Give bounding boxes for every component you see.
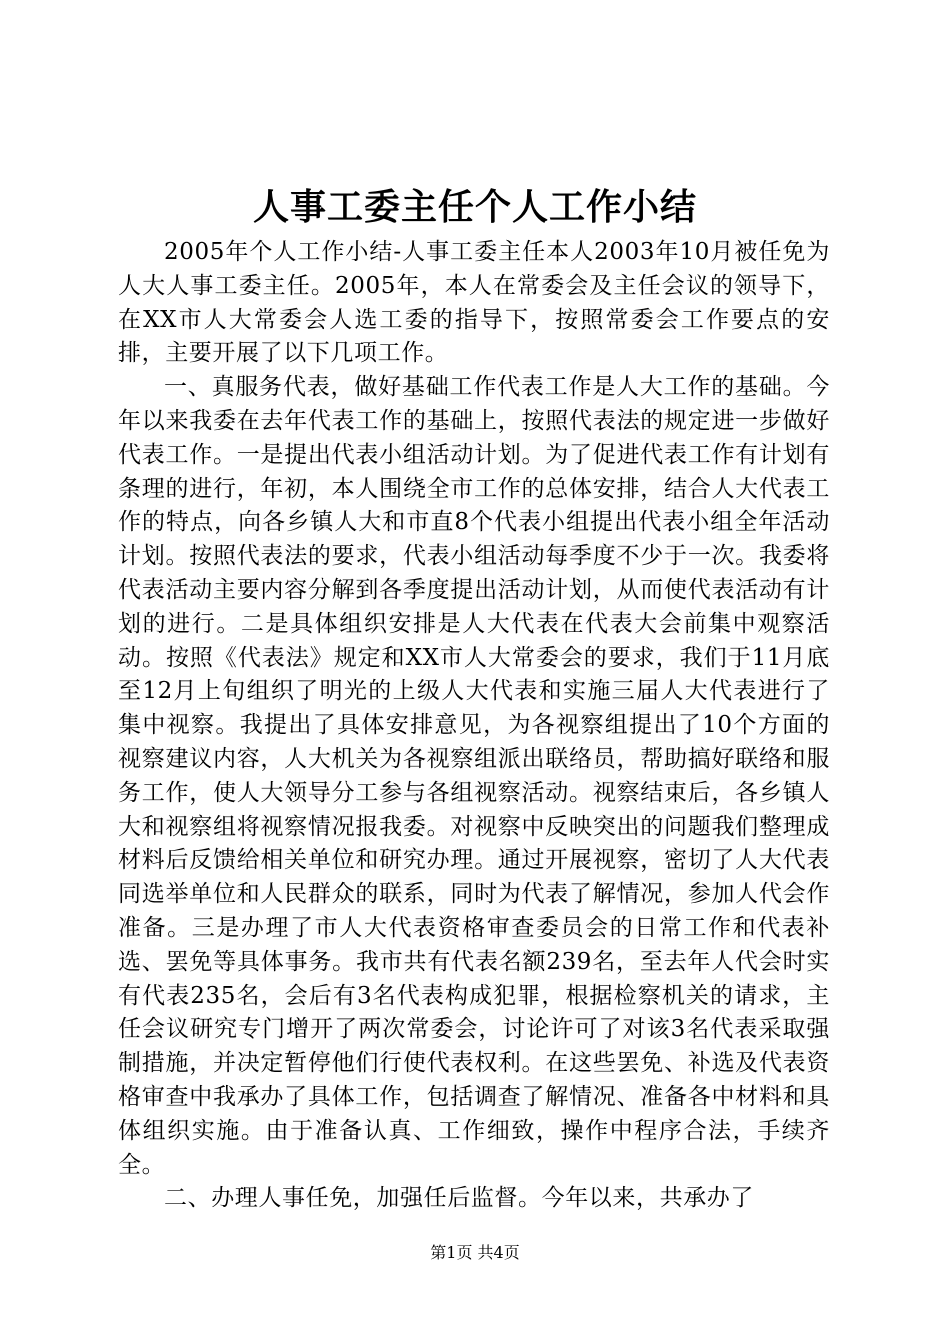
page-footer: [0, 1242, 950, 1264]
document-title: 人事工委主任个人工作小结: [252, 186, 697, 228]
paragraph-section-two: 二、办理人事任免，加强任后监督。今年以来，共承办了: [164, 1185, 754, 1212]
paragraph-section-one: 一、真服务代表，做好基础工作代表工作是人大工作的基础。今年以来我委在去年代表工作的基础上，按照代表法的规定进一步做好代表工作。一是提出代表小组活动计划。为了促进代表工作有计划有条理的进行，年初，本人围绕全市工作的总体安排，结合人大代表工作的特点，向各乡镇人大和市直8个代表小组提出代表小组全年活动计划。按照代表法的要求，代表小组活动每季度不少于一次。我委将代表活动主要内容分解到各季度提出活动计划，从而使代表活动有计划的进行。二是具体组织安排是人大代表在代表大会前集中观察活动。按照《代表法》规定和XX市人大常委会的要求，我们于11月底至12月上旬组织了明光的上级人大代表和实施三届人大代表进行了集中视察。我提出了具体安排意见，为各视察组提出了10个方面的视察建议内容，人大机关为各视察组派出联络员，帮助搞好联络和服务工作，使人大领导分工参与各组视察活动。视察结束后，各乡镇人大和视察组将视察情况报我委。对视察中反映突出的问题我们整理成材料后反馈给相关单位和研究办理。通过开展视察，密切了人大代表同选举单位和人民群众的联系，同时为代表了解情况，参加人代会作准备。三是办理了市人大代表资格审查委员会的日常工作和代表补选、罢免等具体事务。我市共有代表名额239名，至去年人代会时实有代表235名，会后有3名代表构成犯罪，根据检察机关的请求，主任会议研究专门增开了两次常委会，讨论许可了对该3名代表采取强制措施，并决定暂停他们行使代表权利。在这些罢免、补选及代表资格审查中我承办了具体工作，包括调查了解情况、准备各中材料和具体组织实施。由于准备认真、工作细致，操作中程序合法，手续齐全。: [118, 374, 830, 1178]
document-body: [118, 236, 830, 1216]
page-number: 第1页 共4页: [430, 1243, 520, 1262]
paragraph-intro: 2005年个人工作小结-人事工委主任本人2003年10月被任免为人大人事工委主任。2005年，本人在常委会及主任会议的领导下，在XX市人大常委会人选工委的指导下，按照常委会工作要点的安排，主要开展了以下几项工作。: [118, 239, 830, 367]
